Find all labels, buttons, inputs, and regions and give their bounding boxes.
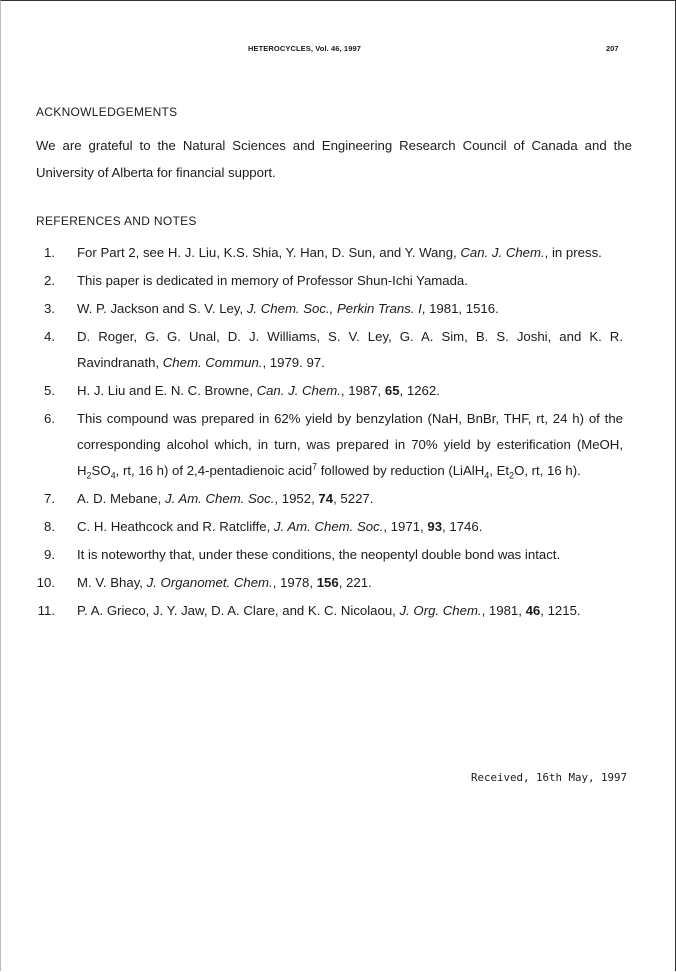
reference-number: 7. — [44, 491, 55, 506]
reference-number: 10. — [36, 575, 55, 590]
reference-6 — [0, 406, 676, 484]
reference-number: 2. — [44, 273, 55, 288]
reference-4 — [0, 324, 676, 376]
page-number: 207 — [606, 44, 619, 53]
acknowledgements-heading: ACKNOWLEDGEMENTS — [36, 105, 178, 119]
reference-text: It is noteworthy that, under these conditions, the neopentyl double bond was intact. — [77, 547, 561, 562]
reference-7 — [0, 486, 676, 512]
reference-1 — [0, 240, 676, 266]
references-heading: REFERENCES AND NOTES — [36, 214, 197, 228]
journal-citation: HETEROCYCLES, Vol. 46, 1997 — [248, 44, 362, 53]
reference-text: H. J. Liu and E. N. C. Browne, Can. J. Chem., 1987, 65, 1262. — [77, 383, 440, 398]
reference-text: A. D. Mebane, J. Am. Chem. Soc., 1952, 74, 5227. — [77, 491, 374, 506]
reference-10 — [0, 570, 676, 596]
reference-text: This paper is dedicated in memory of Professor Shun-Ichi Yamada. — [77, 273, 468, 288]
reference-9 — [0, 542, 676, 568]
reference-11 — [0, 598, 676, 624]
reference-number: 3. — [44, 301, 55, 316]
reference-text: W. P. Jackson and S. V. Ley, J. Chem. Soc., Perkin Trans. I, 1981, 1516. — [77, 301, 499, 316]
reference-text: For Part 2, see H. J. Liu, K.S. Shia, Y. Han, D. Sun, and Y. Wang, Can. J. Chem., in press. — [77, 245, 602, 260]
reference-3 — [0, 296, 676, 322]
reference-number: 8. — [44, 519, 55, 534]
reference-number: 9. — [44, 547, 55, 562]
received-date: Received, 16th May, 1997 — [470, 771, 627, 784]
reference-list — [0, 240, 676, 624]
reference-number: 1. — [44, 245, 55, 260]
acknowledgements-text: We are grateful to the Natural Sciences and Engineering Research Council of Canada and the University of Alberta for financial support. — [36, 138, 632, 180]
reference-number: 4. — [44, 329, 55, 344]
reference-text: M. V. Bhay, J. Organomet. Chem., 1978, 156, 221. — [77, 575, 372, 590]
reference-number: 6. — [44, 411, 55, 426]
reference-5 — [0, 378, 676, 404]
reference-text: C. H. Heathcock and R. Ratcliffe, J. Am. Chem. Soc., 1971, 93, 1746. — [77, 519, 483, 534]
reference-2 — [0, 268, 676, 294]
reference-text: D. Roger, G. G. Unal, D. J. Williams, S. V. Ley, G. A. Sim, B. S. Joshi, and K. R. Ravindranath, Chem. Commun., 1979. 97. — [77, 329, 623, 370]
reference-number: 11. — [37, 603, 55, 618]
reference-number: 5. — [44, 383, 55, 398]
reference-text: P. A. Grieco, J. Y. Jaw, D. A. Clare, and K. C. Nicolaou, J. Org. Chem., 1981, 46, 1215. — [77, 603, 581, 618]
reference-text: This compound was prepared in 62% yield by benzylation (NaH, BnBr, THF, rt, 24 h) of the corresponding alcohol which, in turn, was prepared in 70% yield by esterification (MeOH, $H_2SO_4$, rt, 16 h) of 2,4-pentadienoic acid$^7$ followed by reduction (LiAlH$_4$, $Et_2O$, rt, 16 h). — [77, 411, 623, 481]
reference-8 — [0, 514, 676, 540]
